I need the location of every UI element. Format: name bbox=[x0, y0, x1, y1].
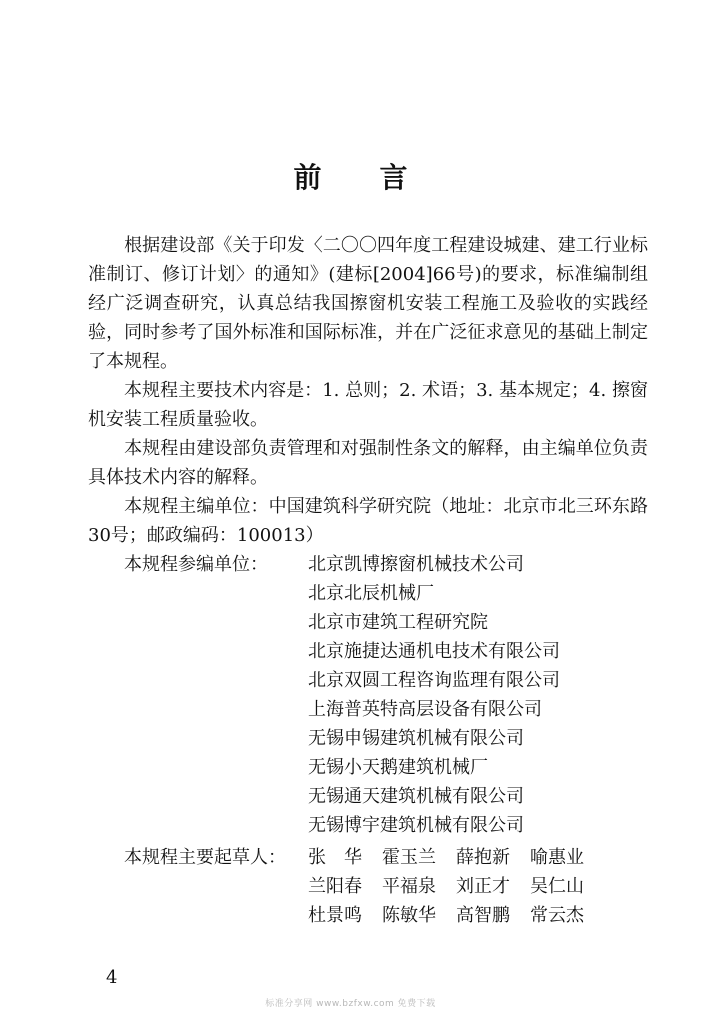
paragraph-text: 本规程主编单位：中国建筑科学研究院（地址：北京市北三环东路30号；邮政编码：100013） bbox=[88, 496, 648, 546]
preface-paragraph-1 bbox=[88, 231, 648, 376]
drafter-name: 喻惠业 bbox=[530, 847, 584, 868]
page-title bbox=[0, 156, 701, 196]
participating-unit: 北京凯博擦窗机械技术公司 bbox=[308, 554, 524, 575]
participating-unit: 无锡小天鹅建筑机械厂 bbox=[308, 757, 488, 778]
drafters-row bbox=[308, 872, 604, 901]
drafter-name: 霍玉兰 bbox=[382, 847, 436, 868]
title-char-2: 言 bbox=[379, 161, 408, 194]
watermark-text: 标准分享网 www.bzfxw.com 免费下载 bbox=[265, 999, 436, 1009]
drafter-name: 张 华 bbox=[308, 847, 362, 868]
drafters-row bbox=[308, 901, 604, 930]
drafter-name: 杜景鸣 bbox=[308, 905, 362, 926]
drafter-name: 常云杰 bbox=[530, 905, 584, 926]
title-char-1: 前 bbox=[293, 161, 322, 194]
drafter-name: 平福泉 bbox=[382, 876, 436, 897]
paragraph-text: 本规程主要技术内容是：1. 总则；2. 术语；3. 基本规定；4. 擦窗机安装工程质量验收。 bbox=[88, 380, 648, 430]
participating-unit: 北京双圆工程咨询监理有限公司 bbox=[308, 670, 560, 691]
paragraph-text: 本规程由建设部负责管理和对强制性条文的解释，由主编单位负责具体技术内容的解释。 bbox=[88, 438, 648, 488]
participating-unit: 北京施捷达通机电技术有限公司 bbox=[308, 641, 560, 662]
participating-unit: 无锡通天建筑机械有限公司 bbox=[308, 786, 524, 807]
drafter-name: 吴仁山 bbox=[530, 876, 584, 897]
drafters-label: 本规程主要起草人： bbox=[124, 847, 286, 868]
drafter-name: 薛抱新 bbox=[456, 847, 510, 868]
page-number: 4 bbox=[106, 967, 118, 988]
preface-paragraph-2 bbox=[88, 376, 648, 434]
drafter-name: 陈敏华 bbox=[382, 905, 436, 926]
drafters-row bbox=[308, 843, 604, 872]
participating-unit: 北京市建筑工程研究院 bbox=[308, 612, 488, 633]
drafter-name: 兰阳春 bbox=[308, 876, 362, 897]
participating-unit: 北京北辰机械厂 bbox=[308, 583, 434, 604]
participating-unit: 无锡申锡建筑机械有限公司 bbox=[308, 728, 524, 749]
preface-paragraph-3 bbox=[88, 434, 648, 492]
drafter-name: 高智鹏 bbox=[456, 905, 510, 926]
preface-paragraph-4 bbox=[88, 492, 648, 550]
participating-units-label: 本规程参编单位： bbox=[124, 554, 268, 575]
paragraph-text: 根据建设部《关于印发〈二〇〇四年度工程建设城建、建工行业标准制订、修订计划〉的通知》(建标[2004]66号)的要求，标准编制组经广泛调查研究，认真总结我国擦窗机安装工程施工及验收的实践经验，同时参考了国外标准和国际标准，并在广泛征求意见的基础上制定了本规程。 bbox=[88, 235, 648, 372]
drafter-name: 刘正才 bbox=[456, 876, 510, 897]
participating-unit: 上海普英特高层设备有限公司 bbox=[308, 699, 542, 720]
participating-unit: 无锡博宇建筑机械有限公司 bbox=[308, 815, 524, 836]
